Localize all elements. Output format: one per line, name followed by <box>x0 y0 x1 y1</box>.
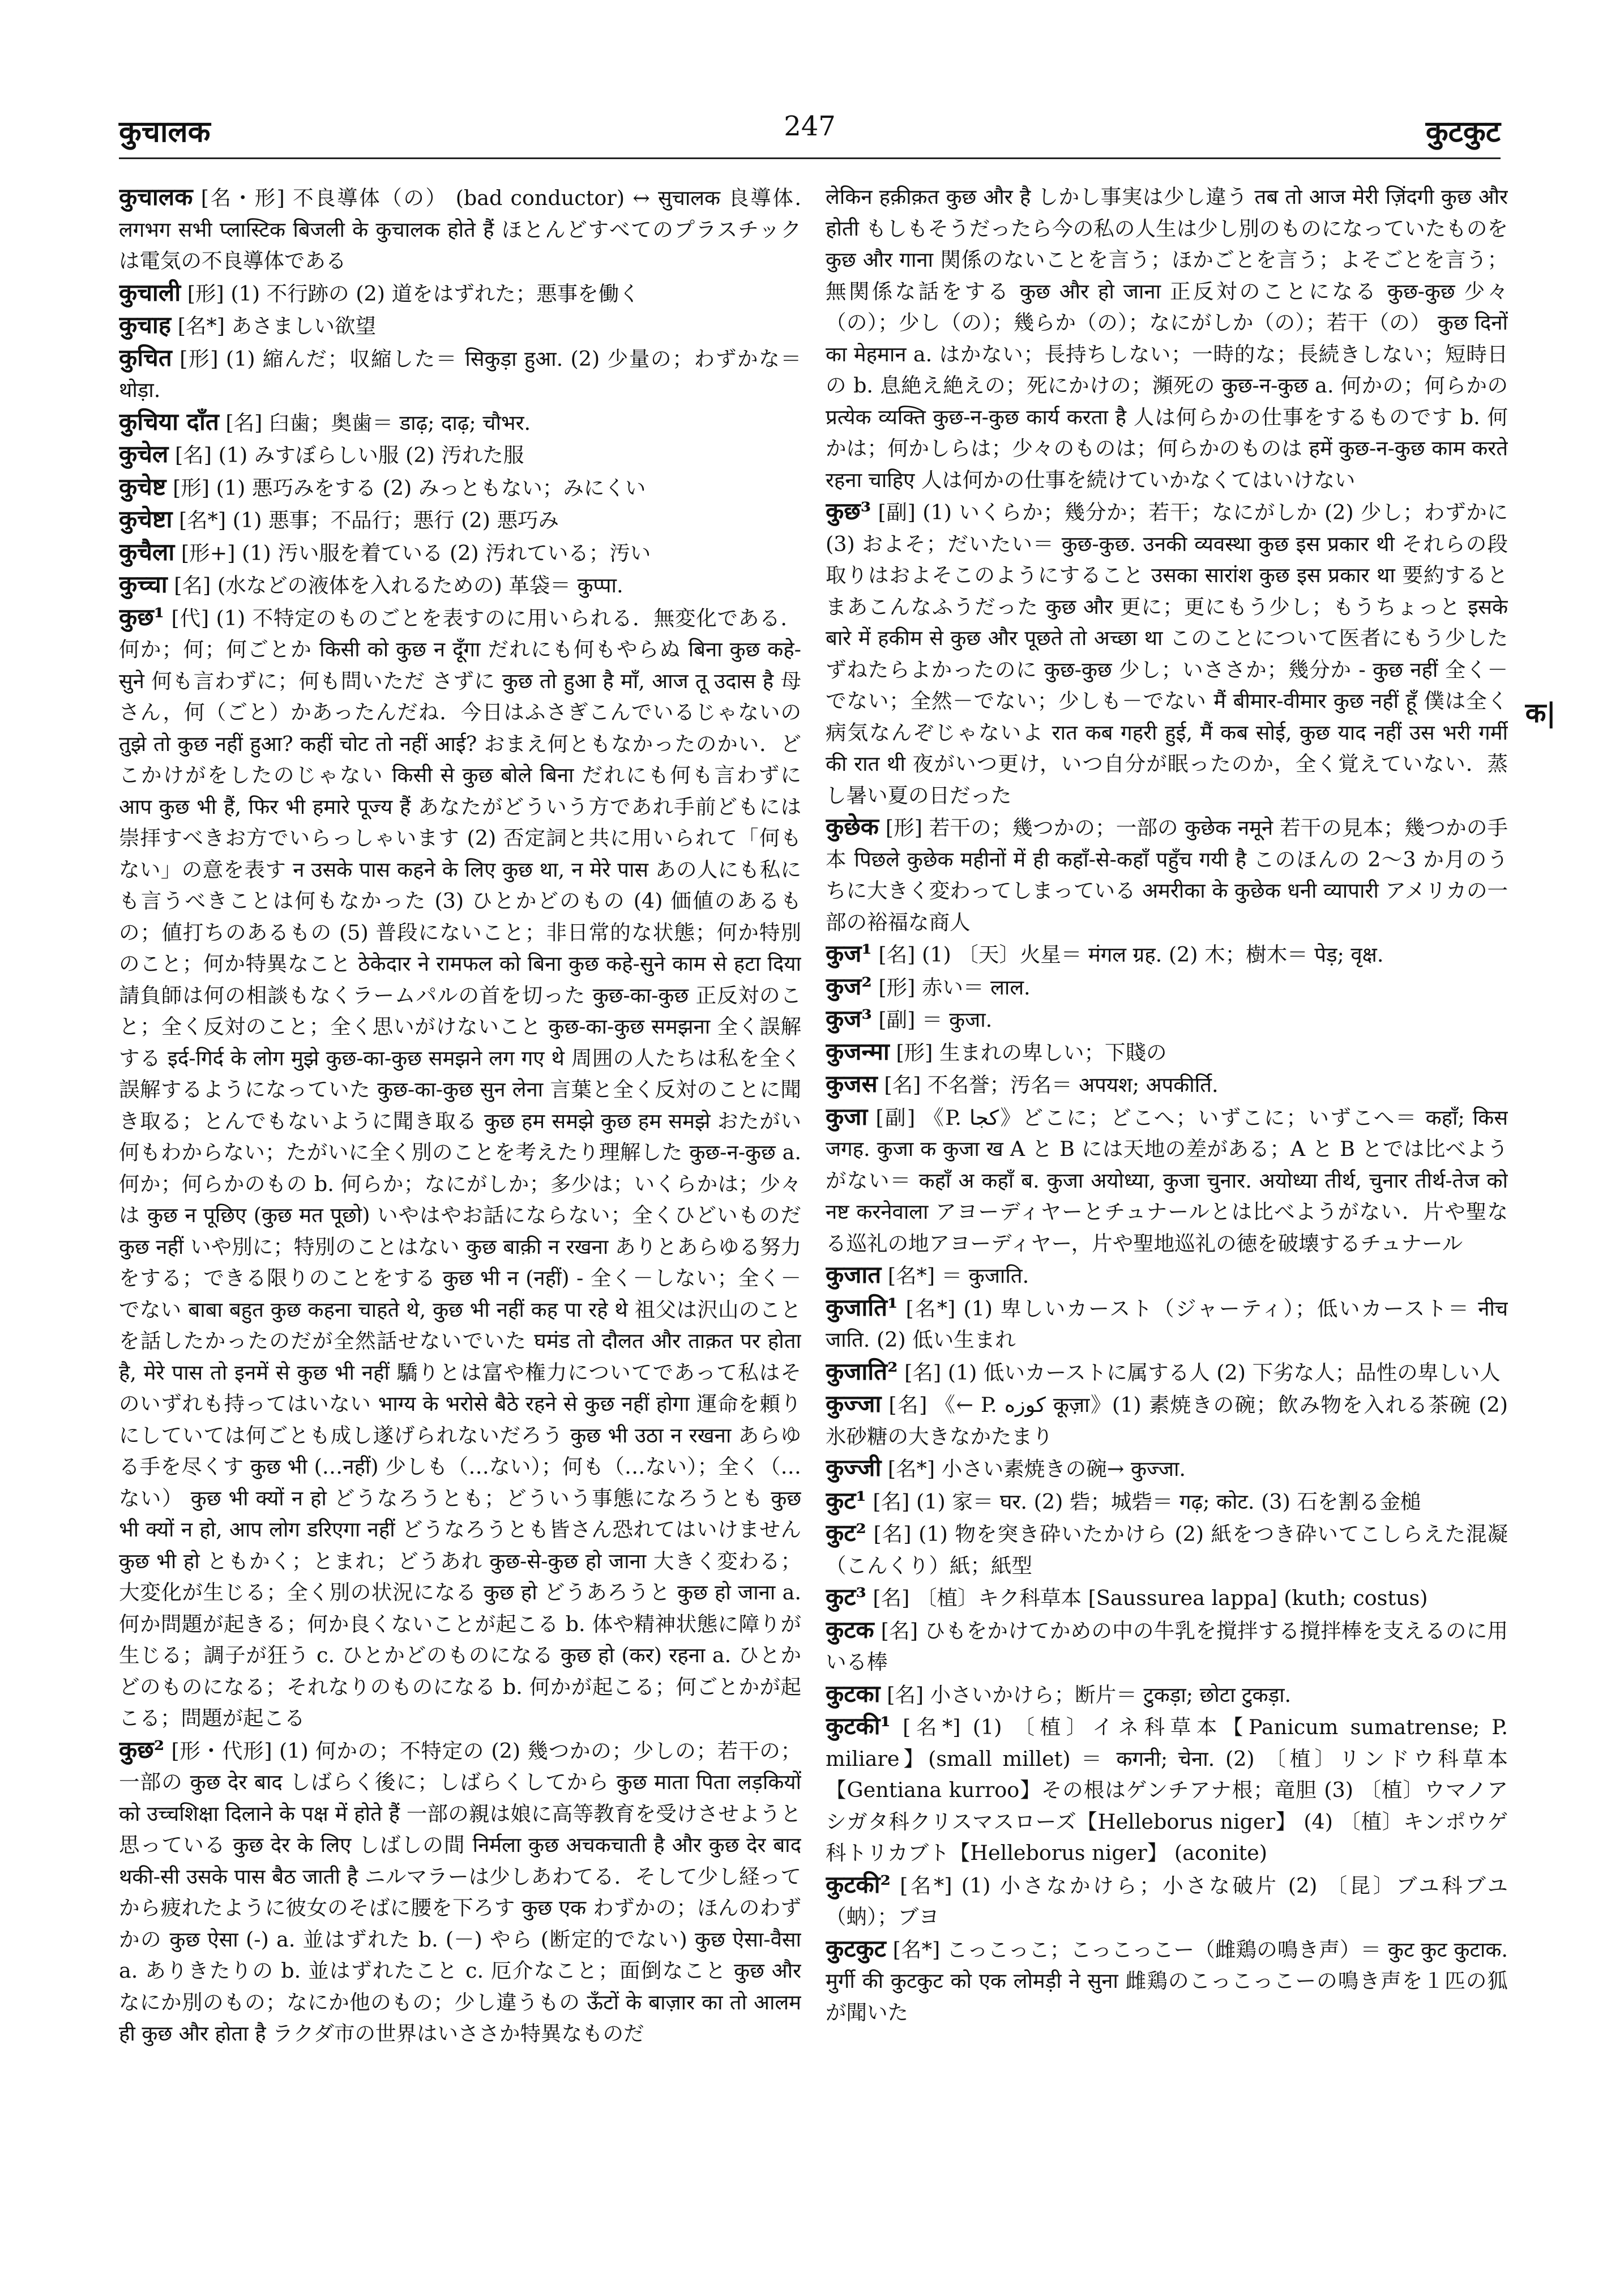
entry-definition: [代] (1) 不特定のものごとを表すのに用いられる．無変化である．何か；何；何ごとか किसी को कुछ न दूँगा だれにも何もやらぬ बिना कुछ कहे-सुने 何も言わずに；何も問いただ さずに कुछ तो हुआ है माँ, आज तू उदास है 母さん，何（ごと）かあったんだね．今日はふさぎこんでいるじゃないの तुझे तो कुछ नहीं हुआ? कहीं चोट तो नहीं आई? おまえ何ともなかったのかい．どこかけがをしたのじゃない किसी से कुछ बोले बिना だれにも何も言わずに आप कुछ भी हैं, फिर भी हमारे पूज्य हैं あなたがどういう方であれ手前どもには崇拝すべきお方でいらっしゃいます (2) 否定詞と共に用いられて「何もない」の意を表す न उसके पास कहने के लिए कुछ था, न मेरे पास あの人にも私にも言うべきことは何もなかった (3) ひとかどのもの (4) 価値のあるもの；値打ちのあるもの (5) 普段にないこと；非日常的な状態；何か特別のこと；何か特異なこと ठेकेदार ने रामफल को बिना कुछ कहे-सुने काम से हटा दिया 請負師は何の相談もなくラームパルの首を切った कुछ-का-कुछ 正反対のこと；全く反対のこと；全く思いがけないこと कुछ-का-कुछ समझना 全く誤解する इर्द-गिर्द के लोग मुझे कुछ-का-कुछ समझने लग गए थे 周囲の人たちは私を全く誤解するようになっていた कुछ-का-कुछ सुन लेना 言葉と全く反対のことに聞き取る；とんでもないように聞き取る कुछ हम समझे कुछ हम समझे おたがい何もわからない；たがいに全く別のことを考えたり理解した कुछ-न-कुछ a. 何か；何らかのもの b. 何らか；なにがしか；多少は；いくらかは；少々は कुछ न पूछिए (कुछ मत पूछो) いやはやお話にならない；全くひどいものだ कुछ नहीं いや別に；特別のことはない कुछ बाक़ी न रखना ありとあらゆる努力をする；できる限りのことをする कुछ भी न (नहीं) - 全く－しない；全く－でない बाबा बहुत कुछ कहना चाहते थे, कुछ भी नहीं कह पा रहे थे 祖父は沢山のことを話したかったのだが全然話せないでいた घमंड तो दौलत और ताक़त पर होता है, मेरे पास तो इनमें से कुछ भी नहीं 驕りとは富や権力についてであって私はそのいずれも持ってはいない भाग्य के भरोसे बैठे रहने से कुछ नहीं होगा 運命を頼りにしていては何ごとも成し遂げられないだろう कुछ भी उठा न रखना あらゆる手を尽くす कुछ भी (…नहीं) 少しも（…ない）；何も（…ない）；全く（…ない） कुछ भी क्यों न हो どうなろうとも；どういう事態になろうとも कुछ भी क्यों न हो, आप लोग डरिएगा नहीं どうなろうとも皆さん恐れてはいけません कुछ भी हो ともかく；とまれ；どうあれ कुछ-से-कुछ हो जाना 大きく変わる；大変化が生じる；全く別の状況になる कुछ हो どうあろうと कुछ हो जाना a. 何か問題が起きる；何か良くないことが起こる b. 体や精神状態に障りが生じる；調子が狂う c. ひとかどのものになる कुछ हो (कर) रहना a. ひとかどのものになる；それなりのものになる b. 何かが起こる；何ごとかが起こる；問題が起こる <box>119 605 801 1730</box>
entry-definition: [名] (1) 〔天〕火星＝ मंगल ग्रह. (2) 木；樹木＝ पेड़; वृक्ष. <box>871 942 1384 967</box>
entry-headword: कुटक <box>826 1615 874 1644</box>
dictionary-entry <box>826 1485 1508 1518</box>
dictionary-entry <box>826 1388 1508 1452</box>
entry-definition: [名] (1) みすぼらしい服 (2) 汚れた服 <box>168 443 524 467</box>
entry-definition: [名] 〔植〕キク科草本 [Saussurea lappa] (kuth; costus) <box>866 1586 1428 1610</box>
dictionary-entry <box>826 181 1508 496</box>
entry-headword: कुछ³ <box>826 497 871 525</box>
entry-headword: कुचालक <box>119 183 193 211</box>
entry-definition: [副] (1) いくらか；幾分か；若干；なにがしか (2) 少し；わずかに (3) およそ；だいたい＝ कुछ-कुछ. उनकी व्यवस्था कुछ इस प्रकार थी それらの段取りはおよそこのようにすること उसका सारांश कुछ इस प्रकार था 要約するとまあこんなふうだった कुछ और 更に；更にもう少し；もうちょっと इसके बारे में हकीम से कुछ और पूछते तो अच्छा था このことについて医者にもう少したずねたらよかったのに कुछ-कुछ 少し；いささか；幾分か - कुछ नहीं 全く－でない；全然－でない；少しも－でない मैं बीमार-वीमार कुछ नहीं हूँ 僕は全く病気なんぞじゃないよ रात कब गहरी हुई, मैं कब सोई, कुछ याद नहीं उस भरी गर्मी की रात थी 夜がいつ更け，いつ自分が眠ったのか，全く覚えていない．蒸し暑い夏の日だった <box>826 500 1508 808</box>
dictionary-entry <box>826 1581 1508 1614</box>
entry-headword: कुचाली <box>119 278 181 306</box>
dictionary-entry <box>826 1356 1508 1389</box>
entry-headword: कुज्जा <box>826 1390 882 1418</box>
dictionary-entry <box>119 536 801 569</box>
entry-definition: [副] 《P. کجا》どこに；どこへ；いずこに；いずこへ＝ कहाँ; किस जगह. कुजा क कुजा ख A と B には天地の差がある；A と B とでは比べようがない＝ कहाँ अ कहाँ ब. कुजा अयोध्या, कुजा चुनार. अयोध्या तीर्थ, चुनार तीर्थ-तेज को नष्ट करनेवाला アヨーディヤーとチュナールとは比べようがない．片や聖なる巡礼の地アヨーディヤー，片や聖地巡礼の徳を破壊するチュナール <box>826 1105 1508 1256</box>
dictionary-entry <box>119 277 801 310</box>
entry-headword: कुटकी² <box>826 1870 891 1898</box>
entry-headword: कुट³ <box>826 1583 866 1611</box>
entry-definition: [名] 《← P. کوزه कूज़ा》(1) 素焼きの碗；飲み物を入れる茶碗 (2) 氷砂糖の大きなかたまり <box>826 1393 1508 1449</box>
entry-definition: [名] (1) 物を突き砕いたかけら (2) 紙をつき砕いてこしらえた混凝（こんくり）紙；紙型 <box>826 1522 1508 1578</box>
entry-definition: [名・形] 不良導体（の） (bad conductor) ↔ सुचालक 良導体. लगभग सभी प्लास्टिक बिजली के कुचालक होते हैं ほとんどすべてのプラスチックは電気の不良導体である <box>119 186 801 273</box>
entry-definition: [形・代形] (1) 何かの；不特定の (2) 幾つかの；少しの；若干の；一部の कुछ देर बाद しばらく後に；しばらくしてから कुछ माता पिता लड़कियों को उच्चशिक्षा दिलाने के पक्ष में होते हैं 一部の親は娘に高等教育を受けさせようと思っている कुछ देर के लिए しばしの間 निर्मला कुछ अचकचाती है और कुछ देर बाद थकी-सी उसके पास बैठ जाती है ニルマラーは少しあわてる．そして少し経ってから疲れたように彼女のそばに腰を下ろす कुछ एक わずかの；ほんのわずかの कुछ ऐसा (-) a. 並はずれた b. (－) やら (断定的でない) कुछ ऐसा-वैसा a. ありきたりの b. 並はずれたこと c. 厄介なこと；面倒なこと कुछ और なにか別のもの；なにか他のもの；少し違うもの ऊँटों के बाज़ार का तो आलम ही कुछ और होता है ラクダ市の世界はいささか特異なものだ <box>119 1738 801 2046</box>
entry-definition: [形] (1) 悪巧みをする (2) みっともない；みにくい <box>166 475 646 500</box>
dictionary-entry <box>826 971 1508 1004</box>
dictionary-entry <box>119 438 801 471</box>
dictionary-entry <box>119 309 801 342</box>
entry-definition: [形] 赤い＝ लाल. <box>871 975 1031 1000</box>
entry-headword: कुजस <box>826 1070 878 1098</box>
entry-definition: [名] 臼歯；奥歯＝ डाढ़; दाढ़; चौभर. <box>219 410 531 435</box>
entry-headword: कुछ² <box>119 1735 165 1764</box>
entry-headword: कुट¹ <box>826 1486 866 1514</box>
dictionary-entry <box>826 1517 1508 1581</box>
entry-headword: कुजात <box>826 1261 882 1288</box>
header-rule <box>119 157 1501 159</box>
dictionary-entry <box>119 569 801 601</box>
page-header <box>119 110 1501 156</box>
dictionary-entry <box>119 1734 801 2050</box>
entry-headword: कुछ¹ <box>119 603 165 631</box>
entry-definition: [名] (1) 家＝ घर. (2) 砦；城砦＝ गढ़; कोट. (3) 石を割る金槌 <box>866 1489 1421 1514</box>
entry-definition: [名*] (1) 卑しいカースト（ジャーティ）；低いカースト＝ नीच जाति. (2) 低い生まれ <box>826 1296 1508 1352</box>
dictionary-entry <box>119 471 801 504</box>
entry-headword: कुटका <box>826 1679 881 1708</box>
entry-headword: कुजन्मा <box>826 1037 890 1065</box>
dictionary-entry <box>826 1259 1508 1292</box>
dictionary-entry <box>826 1452 1508 1485</box>
entry-headword: कुचिया दाँत <box>119 407 219 436</box>
entry-headword: कुज³ <box>826 1005 872 1032</box>
left-running-headword: कुचालक <box>119 114 211 149</box>
entry-headword: कुज्जी <box>826 1454 882 1482</box>
dictionary-entry <box>119 601 801 1734</box>
dictionary-entry <box>826 1292 1508 1356</box>
entry-headword: कुज² <box>826 972 872 1000</box>
dictionary-entry <box>119 181 801 277</box>
entry-headword: कुज¹ <box>826 940 872 967</box>
entry-definition: [形] 若干の；幾つかの；一部の कुछेक नमूने 若干の見本；幾つかの手本 पिछले कुछेक महीनों में ही कहाँ-से-कहाँ पहुँच गयी है このほんの 2〜3 か月のうちに大きく変わってしまっている अमरीका के कुछेक धनी व्यापारी アメリカの一部の裕福な商人 <box>826 816 1508 934</box>
dictionary-entry <box>826 1614 1508 1678</box>
entry-definition: [名] 小さいかけら；断片＝ टुकड़ा; छोटा टुकड़ा. <box>880 1682 1292 1707</box>
entry-headword: कुचेष्ट <box>119 472 166 501</box>
entry-definition: [形] (1) 不行跡の (2) 道をはずれた；悪事を働く <box>181 281 640 306</box>
entry-definition: [名*] (1) 悪事；不品行；悪行 (2) 悪巧み <box>172 508 559 532</box>
right-column <box>826 181 1508 2265</box>
entry-headword: कुटकी¹ <box>826 1712 891 1740</box>
entry-definition: [形+] (1) 汚い服を着ている (2) 汚れている；汚い <box>174 540 651 565</box>
page-number: 247 <box>784 110 836 142</box>
entry-definition: [名] (水などの液体を入れるための) 革袋＝ कुप्पा. <box>167 573 623 597</box>
dictionary-entry <box>826 1101 1508 1260</box>
dictionary-entry <box>119 503 801 536</box>
entry-headword: कुछेक <box>826 813 879 840</box>
entry-definition: [名*] ＝ कुजाति. <box>881 1264 1029 1288</box>
dictionary-entry <box>826 1933 1508 2029</box>
entry-definition: [名*] こっこっこ；こっこっこー（雌鶏の鳴き声）＝ कुट कुट कुटाक. मुर्गी की कुटकुट को एक लोमड़ी ने सुना 雌鶏のこっこっこーの鳴き声を１匹の狐が聞いた <box>826 1937 1508 2025</box>
entry-definition: [形] 生まれの卑しい；下賤の <box>889 1040 1167 1065</box>
entry-headword: कुट² <box>826 1519 866 1547</box>
dictionary-entry <box>826 811 1508 938</box>
dictionary-entry <box>826 1678 1508 1711</box>
entry-headword: कुचेल <box>119 440 169 468</box>
entry-headword: कुजाति² <box>826 1357 898 1385</box>
entry-definition: [名*] あさましい欲望 <box>171 314 377 338</box>
dictionary-entry <box>826 938 1508 971</box>
entry-headword: कुचित <box>119 343 172 372</box>
dictionary-entry <box>119 406 801 439</box>
dictionary-entry <box>826 1869 1508 1933</box>
left-column <box>119 181 801 2265</box>
dictionary-entry <box>826 1068 1508 1101</box>
dictionary-entry <box>826 1710 1508 1869</box>
dictionary-entry <box>826 1003 1508 1036</box>
entry-headword: कुचैला <box>119 537 175 566</box>
entry-definition: [形] (1) 縮んだ；収縮した＝ सिकुड़ा हुआ. (2) 少量の；わずかな＝ थोड़ा. <box>119 346 801 402</box>
entry-definition: [名] (1) 低いカーストに属する人 (2) 下劣な人；品性の卑しい人 <box>898 1360 1501 1385</box>
dictionary-entry <box>119 342 801 406</box>
entry-definition: [名*] 小さい素焼きの碗→ कुज्जा. <box>881 1457 1186 1481</box>
right-running-headword: कुटकुट <box>1425 114 1501 149</box>
entry-definition: लेकिन हक़ीक़त कुछ और है しかし事実は少し違う तब तो आज मेरी ज़िंदगी कुछ और होती もしもそうだったら今の私の人生は少し別のものになっていたものを कुछ और गाना 関係のないことを言う；ほかごとを言う；よそごとを言う；無関係な話をする कुछ और हो जाना 正反対のことになる कुछ-कुछ 少々（の）；少し（の）；幾らか（の）；なにがしか（の）；若干（の） कुछ दिनों का मेहमान a. はかない；長持ちしない；一時的な；長続きしない；短時日の b. 息絶え絶えの；死にかけの；瀕死の कुछ-न-कुछ a. 何かの；何らかの प्रत्येक व्यक्ति कुछ-न-कुछ कार्य करता है 人は何らかの仕事をするものです b. 何かは；何かしらは；少々のものは；何らかのものは हमें कुछ-न-कुछ काम करते रहना चाहिए 人は何かの仕事を続けていかなくてはいけない <box>826 185 1508 492</box>
entry-definition: [名] ひもをかけてかめの中の牛乳を撹拌する撹拌棒を支えるのに用いる棒 <box>826 1618 1508 1674</box>
dictionary-entry <box>826 1036 1508 1069</box>
entry-headword: कुजा <box>826 1102 868 1130</box>
entry-definition: [名*] (1) 〔植〕イネ科草本【Panicum sumatrense; P. miliare】(small millet) ＝ कगनी; चेना. (2) 〔植〕リンドウ科草本【Gentiana kurroo】その根はゲンチアナ根；竜胆 (3) 〔植〕ウマノアシガタ科クリスマスローズ【Helleborus niger】 (4) 〔植〕キンポウゲ科トリカブト【Helleborus niger】 (aconite) <box>826 1715 1508 1865</box>
entry-headword: कुचाह <box>119 311 172 339</box>
entry-definition: [名*] (1) 小さなかけら；小さな破片 (2) 〔昆〕ブユ科ブユ（蚋）；ブヨ <box>826 1873 1508 1929</box>
entry-headword: कुजाति¹ <box>826 1293 898 1321</box>
thumb-index: क| <box>1525 697 1556 729</box>
entry-headword: कुच्चा <box>119 570 168 598</box>
dictionary-entry <box>826 496 1508 811</box>
entry-definition: [副] ＝ कुजा. <box>871 1008 993 1032</box>
entry-definition: [名] 不名誉；汚名＝ अपयश; अपकीर्ति. <box>877 1073 1219 1097</box>
entry-headword: कुटकुट <box>826 1934 886 1962</box>
entry-headword: कुचेष्टा <box>119 505 173 533</box>
